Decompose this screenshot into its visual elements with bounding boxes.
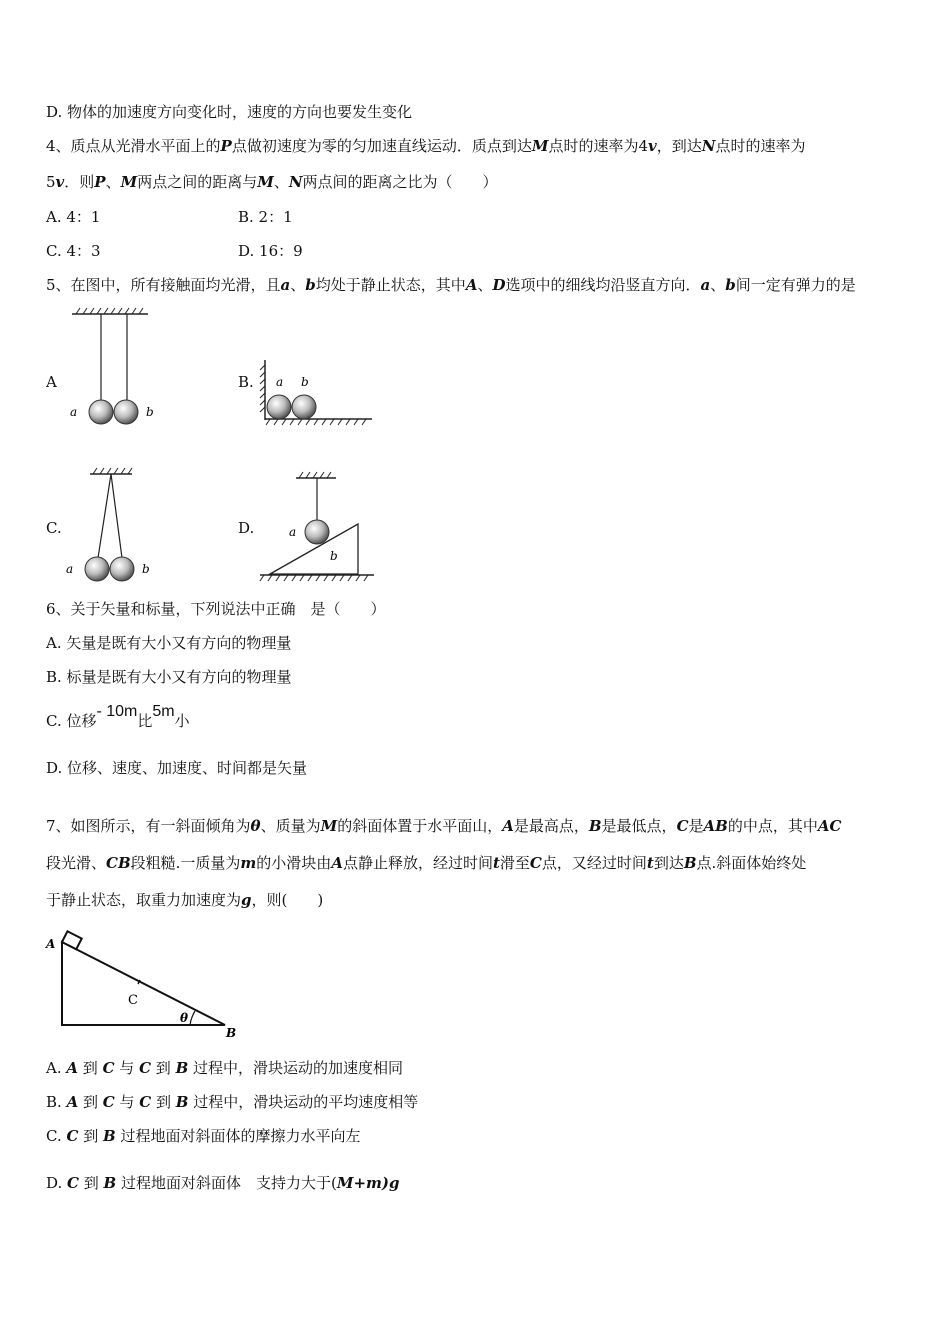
q5-figures (0, 0, 950, 600)
ball-b-label: b (301, 375, 309, 389)
ball-a (267, 395, 291, 419)
q5-stem: 5、在图中，所有接触面均光滑，且a、b均处于静止状态，其中A、D选项中的细线均沿竖直方向．a、b间一定有弹力的是 (46, 276, 856, 294)
q7-option-c: C. C 到 B 过程地面对斜面体的摩擦力水平向左 (46, 1127, 361, 1145)
ball-b-label: b (142, 562, 150, 576)
q3-option-d: D. 物体的加速度方向变化时，速度的方向也要发生变化 (46, 103, 413, 121)
ball-a-label: a (66, 562, 74, 576)
q6-option-a: A. 矢量是既有大小又有方向的物理量 (46, 634, 292, 652)
q7-option-d: D. C 到 B 过程地面对斜面体 支持力大于(M+m)g (46, 1174, 400, 1192)
point-a-label: A (46, 937, 56, 951)
ball-a (305, 520, 329, 544)
q5-figure-d (260, 472, 374, 581)
ball-b-label: b (146, 405, 154, 419)
q7-stem-line1: 7、如图所示，有一斜面倾角为θ、质量为M的斜面体置于水平面山，A是最高点，B是最低点，C是AB的中点，其中AC (46, 817, 842, 835)
ball-b (110, 557, 134, 581)
q4-option-a: A. 4：1 (46, 208, 101, 226)
q6-option-c: C. 位移- 10m比5m小 (46, 703, 190, 730)
q7-option-a: A. A 到 C 与 C 到 B 过程中，滑块运动的加速度相同 (46, 1059, 404, 1077)
ball-a (85, 557, 109, 581)
string (98, 474, 111, 558)
q4-stem-line2: 5v．则P、M两点之间的距离与M、N两点间的距离之比为（ ） (46, 173, 498, 191)
theta-label: θ (180, 1011, 189, 1025)
q4-stem-line1: 4、质点从光滑水平面上的P点做初速度为零的匀加速直线运动．质点到达M点时的速率为4v，到达N点时的速率为 (46, 137, 806, 155)
string (111, 474, 122, 558)
wedge-b-label: b (330, 549, 338, 563)
q4-option-c: C. 4：3 (46, 242, 101, 260)
q7-incline-figure (40, 922, 260, 1042)
q5-label-a: A (46, 373, 57, 391)
q5-figure-a (70, 308, 154, 424)
q7-stem-line3: 于静止状态，取重力加速度为g，则( ) (46, 891, 324, 909)
q5-label-b: B. (238, 373, 254, 391)
ball-b (292, 395, 316, 419)
q5-figure-b (260, 360, 372, 425)
q5-label-c: C. (46, 519, 62, 537)
ball-a-label: a (70, 405, 78, 419)
q6-option-d: D. 位移、速度、加速度、时间都是矢量 (46, 759, 308, 777)
q4-option-b: B. 2：1 (238, 208, 293, 226)
displacement-2: 5m (152, 703, 175, 720)
q4-option-d: D. 16：9 (238, 242, 303, 260)
q6-option-b: B. 标量是既有大小又有方向的物理量 (46, 668, 292, 686)
ball-a-label: a (276, 375, 284, 389)
ball-a (89, 400, 113, 424)
ball-a-label: a (289, 525, 297, 539)
incline (62, 942, 225, 1025)
ball-b (114, 400, 138, 424)
point-b-label: B (226, 1026, 237, 1040)
q7-option-b: B. A 到 C 与 C 到 B 过程中，滑块运动的平均速度相等 (46, 1093, 419, 1111)
q7-stem-line2: 段光滑、CB段粗糙.一质量为m的小滑块由A点静止释放，经过时间t滑至C点，又经过时间t到达B点.斜面体始终处 (46, 854, 807, 872)
q6-stem: 6、关于矢量和标量，下列说法中正确 是（ ） (46, 600, 386, 618)
q5-label-d: D. (238, 519, 255, 537)
point-c-label: C (128, 993, 138, 1008)
q5-figure-c (66, 468, 150, 581)
displacement-1: - 10m (96, 703, 138, 720)
